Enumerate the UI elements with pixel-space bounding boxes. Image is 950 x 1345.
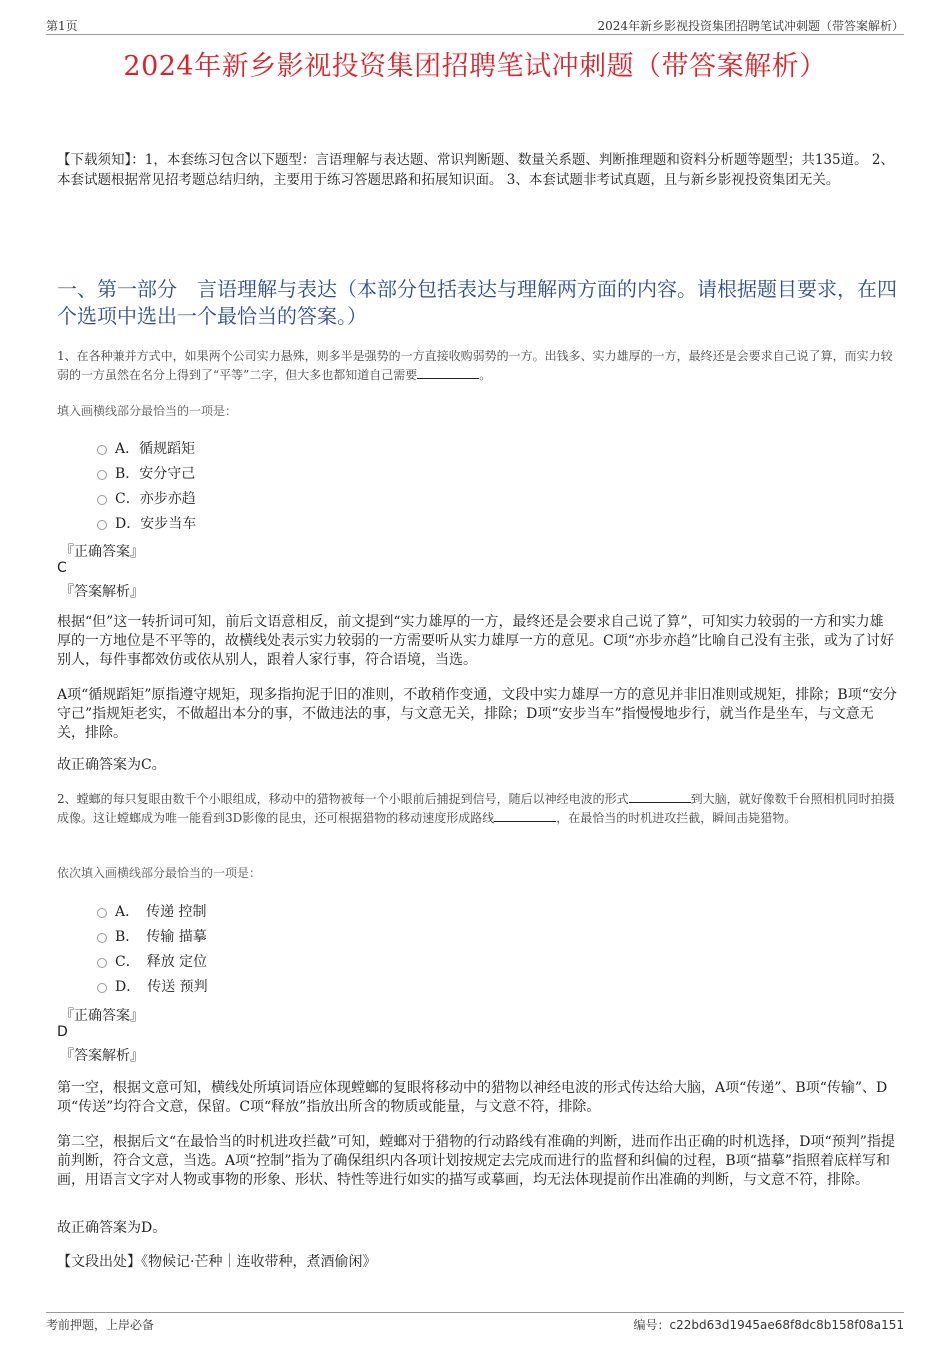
option-label: C． 释放 定位 <box>115 954 208 970</box>
question-2-text-2: 到大脑，就好像数千台照相机同时拍摄成像。这让螳螂成为唯一能看到3D影像的昆虫，还可根据猎物的移动速度形成路线 <box>57 792 895 825</box>
page-number: 第1页 <box>46 19 78 33</box>
question-1-text-before: 1、在各种兼并方式中，如果两个公司实力悬殊，则多半是强势的一方直接收购弱势的一方。出钱多、实力雄厚的一方，最终还是会要求自己说了算，而实力较弱的一方虽然在名分上得到了“平等”二字，但大多也都知道自己需要 <box>57 349 893 382</box>
question-1-option-a[interactable] <box>97 438 195 458</box>
question-1-answer-label: 『正确答案』 <box>60 544 144 560</box>
radio-icon[interactable] <box>97 958 107 968</box>
question-2-option-a[interactable] <box>97 901 207 921</box>
page-title: 2024年新乡影视投资集团招聘笔试冲刺题（带答案解析） <box>123 51 827 82</box>
question-1-analysis-label: 『答案解析』 <box>60 584 144 600</box>
question-2-prompt: 依次填入画横线部分最恰当的一项是： <box>57 866 262 880</box>
answer-blank <box>629 790 691 803</box>
option-label: C．亦步亦趋 <box>115 491 196 507</box>
question-1-option-b[interactable] <box>97 463 195 483</box>
question-1-analysis-p2: A项“循规蹈矩”原指遵守规矩，现多指拘泥于旧的准则，不敢稍作变通，文段中实力雄厚一方的意见并非旧准则或规矩，排除；B项“安分守己”指规矩老实，不做超出本分的事，不做违法的事，与文意无关，排除；D项“安步当车”指慢慢地步行，就当作是坐车，与文意无关，排除。 <box>57 687 897 741</box>
question-1-analysis-p3: 故正确答案为C。 <box>57 757 166 773</box>
answer-blank <box>417 366 479 379</box>
question-1-text-after: 。 <box>479 368 492 382</box>
question-2-analysis-p3: 故正确答案为D。 <box>57 1220 167 1236</box>
question-2-analysis-label: 『答案解析』 <box>60 1048 144 1064</box>
question-1-option-c[interactable] <box>97 488 196 508</box>
footer-code <box>633 1316 904 1333</box>
question-2-option-d[interactable] <box>97 976 208 996</box>
radio-icon[interactable] <box>97 983 107 993</box>
radio-icon[interactable] <box>97 933 107 943</box>
section-heading: 一、第一部分 言语理解与表达（本部分包括表达与理解两方面的内容。请根据题目要求，在四个选项中选出一个最恰当的答案。） <box>57 277 897 328</box>
header-doc-title: 2024年新乡影视投资集团招聘笔试冲刺题（带答案解析） <box>597 19 904 33</box>
question-2-text-3: ，在最恰当的时机进攻拦截，瞬间击毙猎物。 <box>556 811 797 825</box>
page-footer <box>46 1312 904 1335</box>
answer-blank <box>494 809 556 822</box>
download-notice: 【下载须知】：1，本套练习包含以下题型：言语理解与表达题、常识判断题、数量关系题、判断推理题和资料分析题等题型；共135道。 2、本套试题根据常见招考题总结归纳，主要用于练习答题思路和拓展知识面。 3、本套试题非考试真题，且与新乡影视投资集团无关。 <box>57 152 894 188</box>
radio-icon[interactable] <box>97 470 107 480</box>
footer-code-value: c22bd63d1945ae68f8dc8b158f08a151 <box>669 1318 904 1332</box>
question-2-answer: D <box>57 1024 68 1040</box>
question-1-prompt: 填入画横线部分最恰当的一项是： <box>57 404 238 418</box>
question-2-option-b[interactable] <box>97 926 207 946</box>
radio-icon[interactable] <box>97 520 107 530</box>
question-2-analysis-p2: 第二空，根据后文“在最恰当的时机进攻拦截”可知，螳螂对于猎物的行动路线有准确的判断，进而作出正确的时机选择，D项“预判”指提前判断，符合文意，当选。A项“控制”指为了确保组织内各项计划按规定去完成而进行的监督和纠偏的过程，B项“描摹”指照着底样写和画，用语言文字对人物或事物的形象、形状、特性等进行如实的描写或摹画，均无法体现提前作出准确的判断，与文意不符，排除。 <box>57 1134 895 1188</box>
option-label: A． 传递 控制 <box>115 904 207 920</box>
question-2-analysis-p1: 第一空，根据文意可知，横线处所填词语应体现螳螂的复眼将移动中的猎物以神经电波的形式传达给大脑，A项“传递”、B项“传输”、D项“传送”均符合文意，保留。C项“释放”指放出所含的物质或能量，与文意不符，排除。 <box>57 1080 888 1115</box>
question-1-analysis-p1: 根据“但”这一转折词可知，前后文语意相反，前文提到“实力雄厚的一方，最终还是会要求自己说了算”，可知实力较弱的一方和实力雄厚的一方地位是不平等的，故横线处表示实力较弱的一方需要听从实力雄厚一方的意见。C项“亦步亦趋”比喻自己没有主张，或为了讨好别人，每件事都效仿或依从别人，跟着人家行事，符合语境，当选。 <box>57 614 895 668</box>
question-2-text <box>57 790 897 828</box>
radio-icon[interactable] <box>97 908 107 918</box>
option-label: B． 传输 描摹 <box>115 929 207 945</box>
page-header <box>46 14 904 35</box>
question-2-source: 【文段出处】《物候记·芒种｜连收带种，煮酒偷闲》 <box>57 1254 377 1270</box>
question-2-option-c[interactable] <box>97 951 207 971</box>
option-label: D．安步当车 <box>115 516 197 532</box>
radio-icon[interactable] <box>97 495 107 505</box>
footer-code-label: 编号： <box>633 1318 670 1332</box>
question-1-option-d[interactable] <box>97 513 196 533</box>
question-2-text-1: 2、螳螂的每只复眼由数千个小眼组成，移动中的猎物被每一个小眼前后捕捉到信号，随后以神经电波的形式 <box>57 792 629 806</box>
footer-slogan: 考前押题，上岸必备 <box>46 1318 155 1332</box>
radio-icon[interactable] <box>97 445 107 455</box>
option-label: D． 传送 预判 <box>115 979 208 995</box>
question-2-answer-label: 『正确答案』 <box>60 1008 144 1024</box>
question-1-answer: C <box>57 560 67 576</box>
option-label: B．安分守己 <box>115 466 196 482</box>
question-1-text <box>57 347 897 385</box>
option-label: A．循规蹈矩 <box>115 441 196 457</box>
